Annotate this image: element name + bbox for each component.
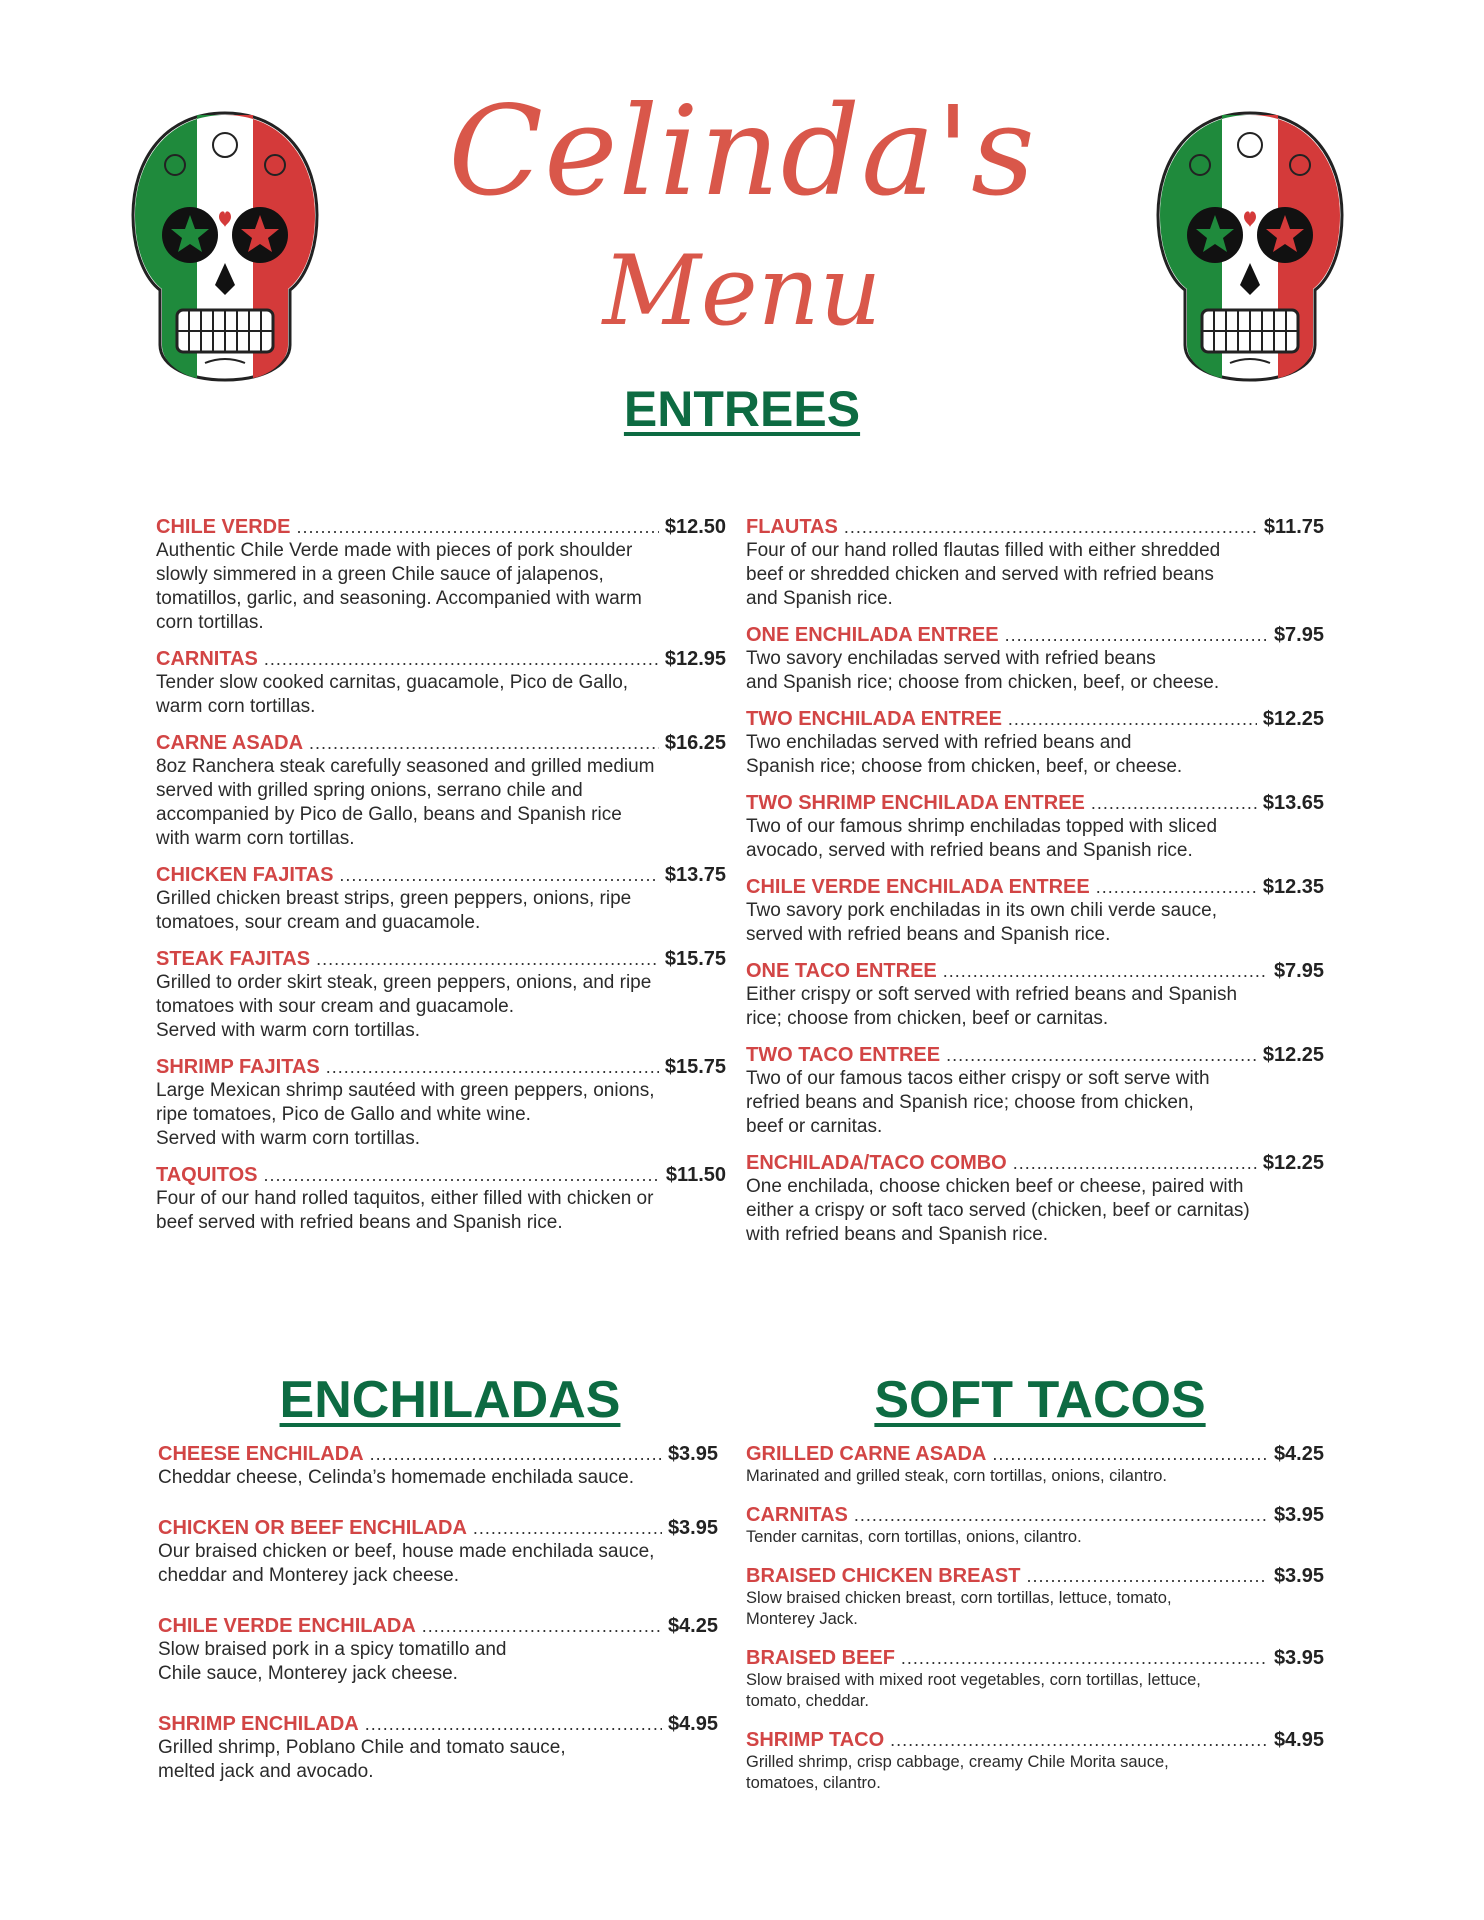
menu-item-heading: [746, 1442, 1324, 1466]
menu-item-name: BRAISED CHICKEN BREAST: [746, 1565, 1021, 1587]
menu-item-price: $3.95: [667, 1443, 718, 1465]
menu-item-name: TAQUITOS: [156, 1164, 258, 1186]
menu-item-description: Marinated and grilled steak, corn tortillas, onions, cilantro.: [746, 1467, 1167, 1485]
menu-item-name: SHRIMP TACO: [746, 1729, 885, 1751]
menu-item: [746, 515, 1324, 611]
menu-item-price: $15.75: [664, 948, 726, 970]
menu-item: [746, 1442, 1324, 1487]
menu-item: [156, 1163, 726, 1235]
dot-leader: [296, 515, 658, 539]
menu-item-name: CHEESE ENCHILADA: [158, 1443, 364, 1465]
dot-leader: [1005, 623, 1268, 647]
dot-leader: [1008, 707, 1257, 731]
menu-item: [746, 1503, 1324, 1548]
menu-item-name: ONE ENCHILADA ENTREE: [746, 624, 999, 646]
menu-item-description: One enchilada, choose chicken beef or cheese, paired with either a crispy or soft taco served (chicken, beef or carnitas) with refried beans and Spanish rice.: [746, 1176, 1250, 1245]
menu-item-description: Two of our famous shrimp enchiladas topped with sliced avocado, served with refried beans and Spanish rice.: [746, 816, 1218, 861]
menu-item-price: $4.95: [1273, 1729, 1324, 1751]
menu-item-heading: [746, 1043, 1324, 1067]
menu-item-price: $4.25: [667, 1615, 718, 1637]
dot-leader: [844, 515, 1258, 539]
menu-item-price: $12.95: [664, 648, 726, 670]
menu-item-heading: [158, 1712, 718, 1736]
menu-item-heading: [746, 875, 1324, 899]
menu-item-name: CHILE VERDE ENCHILADA ENTREE: [746, 876, 1090, 898]
dot-leader: [263, 1163, 659, 1187]
menu-item-price: $13.65: [1262, 792, 1324, 814]
menu-item-heading: [746, 1503, 1324, 1527]
soft-tacos-column: [746, 1442, 1324, 1810]
menu-item-price: $12.25: [1262, 1044, 1324, 1066]
menu-item-description: Our braised chicken or beef, house made enchilada sauce, cheddar and Monterey jack cheese.: [158, 1541, 655, 1586]
menu-item-heading: [746, 791, 1324, 815]
menu-item-price: $3.95: [1273, 1504, 1324, 1526]
menu-item-name: STEAK FAJITAS: [156, 948, 311, 970]
menu-item-name: TWO SHRIMP ENCHILADA ENTREE: [746, 792, 1085, 814]
menu-item: [746, 1646, 1324, 1712]
dot-leader: [422, 1614, 662, 1638]
menu-item: [746, 1043, 1324, 1139]
dot-leader: [1013, 1151, 1257, 1175]
menu-item-name: CARNITAS: [746, 1504, 848, 1526]
menu-item-price: $7.95: [1273, 624, 1324, 646]
menu-item-heading: [156, 1163, 726, 1187]
menu-item-description: Four of our hand rolled taquitos, either filled with chicken or beef served with refried beans and Spanish rice.: [156, 1188, 654, 1233]
menu-item-heading: [746, 707, 1324, 731]
menu-item: [746, 623, 1324, 695]
dot-leader: [890, 1728, 1268, 1752]
menu-item-price: $7.95: [1273, 960, 1324, 982]
menu-item-description: Authentic Chile Verde made with pieces of pork shoulder slowly simmered in a green Chile sauce of jalapenos, tomatillos, garlic, and seasoning. Accompanied with warm corn tortillas.: [156, 540, 642, 633]
menu-item-heading: [156, 515, 726, 539]
menu-item-name: ONE TACO ENTREE: [746, 960, 937, 982]
menu-item-name: CARNITAS: [156, 648, 258, 670]
menu-item-heading: [746, 1728, 1324, 1752]
menu-item-heading: [746, 1151, 1324, 1175]
menu-item-name: SHRIMP ENCHILADA: [158, 1713, 359, 1735]
menu-item: [156, 947, 726, 1043]
menu-item: [746, 1728, 1324, 1794]
menu-item-heading: [158, 1442, 718, 1466]
dot-leader: [339, 863, 658, 887]
menu-item-price: $13.75: [664, 864, 726, 886]
menu-item-name: BRAISED BEEF: [746, 1647, 895, 1669]
menu-item: [156, 515, 726, 635]
dot-leader: [264, 647, 659, 671]
dot-leader: [1096, 875, 1257, 899]
menu-item-description: Grilled chicken breast strips, green peppers, onions, ripe tomatoes, sour cream and guacamole.: [156, 888, 632, 933]
menu-item-price: $16.25: [664, 732, 726, 754]
entrees-right-column: [746, 515, 1324, 1259]
menu-item-heading: [746, 1564, 1324, 1588]
section-title-soft-tacos: SOFT TACOS: [874, 1371, 1206, 1429]
dot-leader: [1026, 1564, 1267, 1588]
dot-leader: [854, 1503, 1268, 1527]
menu-item-description: Two savory enchiladas served with refried beans and Spanish rice; choose from chicken, beef, or cheese.: [746, 648, 1220, 693]
menu-item: [746, 875, 1324, 947]
menu-item-description: Two enchiladas served with refried beans and Spanish rice; choose from chicken, beef, or cheese.: [746, 732, 1183, 777]
menu-item: [746, 707, 1324, 779]
entrees-left-column: [156, 515, 726, 1247]
menu-item-name: CHICKEN OR BEEF ENCHILADA: [158, 1517, 467, 1539]
menu-item-heading: [156, 863, 726, 887]
menu-item-name: GRILLED CARNE ASADA: [746, 1443, 987, 1465]
menu-item-description: Four of our hand rolled flautas filled with either shredded beef or shredded chicken and served with refried beans and Spanish rice.: [746, 540, 1221, 609]
menu-item-price: $15.75: [664, 1056, 726, 1078]
restaurant-name: Celinda's: [448, 80, 1036, 224]
menu-item-name: SHRIMP FAJITAS: [156, 1056, 320, 1078]
menu-item-description: 8oz Ranchera steak carefully seasoned and grilled medium served with grilled spring onions, serrano chile and accompanied by Pico de Gallo, beans and Spanish rice with warm corn tortillas.: [156, 756, 655, 849]
dot-leader: [326, 1055, 659, 1079]
menu-item-heading: [156, 647, 726, 671]
menu-item-description: Grilled shrimp, crisp cabbage, creamy Chile Morita sauce, tomatoes, cilantro.: [746, 1753, 1169, 1792]
menu-item-price: $11.50: [665, 1164, 726, 1186]
menu-item-price: $4.95: [667, 1713, 718, 1735]
menu-item-name: CARNE ASADA: [156, 732, 304, 754]
menu-item-description: Two savory pork enchiladas in its own chili verde sauce, served with refried beans and Spanish rice.: [746, 900, 1218, 945]
menu-item-price: $4.25: [1273, 1443, 1324, 1465]
menu-item: [156, 1055, 726, 1151]
menu-item-description: Slow braised chicken breast, corn tortillas, lettuce, tomato, Monterey Jack.: [746, 1589, 1172, 1628]
menu-item-name: CHILE VERDE ENCHILADA: [158, 1615, 416, 1637]
section-title-enchiladas: ENCHILADAS: [279, 1371, 621, 1429]
menu-item-price: $12.35: [1262, 876, 1324, 898]
menu-item-name: TWO TACO ENTREE: [746, 1044, 941, 1066]
menu-item: [156, 647, 726, 719]
dot-leader: [370, 1442, 662, 1466]
menu-item-description: Either crispy or soft served with refried beans and Spanish rice; choose from chicken, beef or carnitas.: [746, 984, 1238, 1029]
menu-item-price: $12.25: [1262, 708, 1324, 730]
menu-item: [746, 791, 1324, 863]
menu-item-description: Tender slow cooked carnitas, guacamole, Pico de Gallo, warm corn tortillas.: [156, 672, 629, 717]
menu-item-description: Tender carnitas, corn tortillas, onions, cilantro.: [746, 1528, 1082, 1546]
menu-item-price: $3.95: [1273, 1565, 1324, 1587]
menu-item-heading: [156, 947, 726, 971]
menu-item-heading: [746, 1646, 1324, 1670]
menu-item-name: ENCHILADA/TACO COMBO: [746, 1152, 1007, 1174]
menu-item: [156, 731, 726, 851]
dot-leader: [992, 1442, 1268, 1466]
menu-item-heading: [158, 1614, 718, 1638]
enchiladas-column: [158, 1442, 718, 1810]
menu-item-description: Cheddar cheese, Celinda’s homemade enchilada sauce.: [158, 1467, 635, 1488]
menu-item: [156, 863, 726, 935]
menu-item: [746, 959, 1324, 1031]
menu-item-price: $3.95: [1273, 1647, 1324, 1669]
menu-item-description: Two of our famous tacos either crispy or soft serve with refried beans and Spanish rice; choose from chicken, beef or carnitas.: [746, 1068, 1210, 1137]
menu-subtitle: Menu: [602, 235, 882, 347]
menu-item-name: TWO ENCHILADA ENTREE: [746, 708, 1002, 730]
menu-item-description: Slow braised with mixed root vegetables, corn tortillas, lettuce, tomato, cheddar.: [746, 1671, 1201, 1710]
menu-item: [158, 1712, 718, 1784]
menu-item-price: $11.75: [1263, 516, 1324, 538]
dot-leader: [309, 731, 659, 755]
menu-item: [746, 1564, 1324, 1630]
menu-item: [158, 1614, 718, 1686]
menu-item-name: CHICKEN FAJITAS: [156, 864, 334, 886]
menu-item-heading: [158, 1516, 718, 1540]
menu-item-description: Grilled shrimp, Poblano Chile and tomato sauce, melted jack and avocado.: [158, 1737, 566, 1782]
dot-leader: [316, 947, 659, 971]
menu-item: [746, 1151, 1324, 1247]
dot-leader: [946, 1043, 1257, 1067]
menu-item: [158, 1442, 718, 1490]
dot-leader: [943, 959, 1268, 983]
menu-item-description: Large Mexican shrimp sautéed with green peppers, onions, ripe tomatoes, Pico de Gallo and white wine. Served with warm corn tortillas.: [156, 1080, 655, 1149]
menu-item-heading: [746, 623, 1324, 647]
menu-item-heading: [156, 731, 726, 755]
section-title-entrees: ENTREES: [623, 381, 861, 437]
menu-item-heading: [746, 515, 1324, 539]
menu-item-description: Grilled to order skirt steak, green peppers, onions, and ripe tomatoes with sour cream and guacamole. Served with warm corn tortillas.: [156, 972, 652, 1041]
dot-leader: [1091, 791, 1257, 815]
menu-item-price: $3.95: [667, 1517, 718, 1539]
menu-item-description: Slow braised pork in a spicy tomatillo and Chile sauce, Monterey jack cheese.: [158, 1639, 507, 1684]
menu-item-name: CHILE VERDE: [156, 516, 291, 538]
menu-item-heading: [156, 1055, 726, 1079]
menu-item-heading: [746, 959, 1324, 983]
menu-item-price: $12.50: [664, 516, 726, 538]
menu-item-name: FLAUTAS: [746, 516, 838, 538]
menu-item: [158, 1516, 718, 1588]
menu-item-price: $12.25: [1262, 1152, 1324, 1174]
dot-leader: [473, 1516, 662, 1540]
dot-leader: [365, 1712, 662, 1736]
dot-leader: [901, 1646, 1268, 1670]
